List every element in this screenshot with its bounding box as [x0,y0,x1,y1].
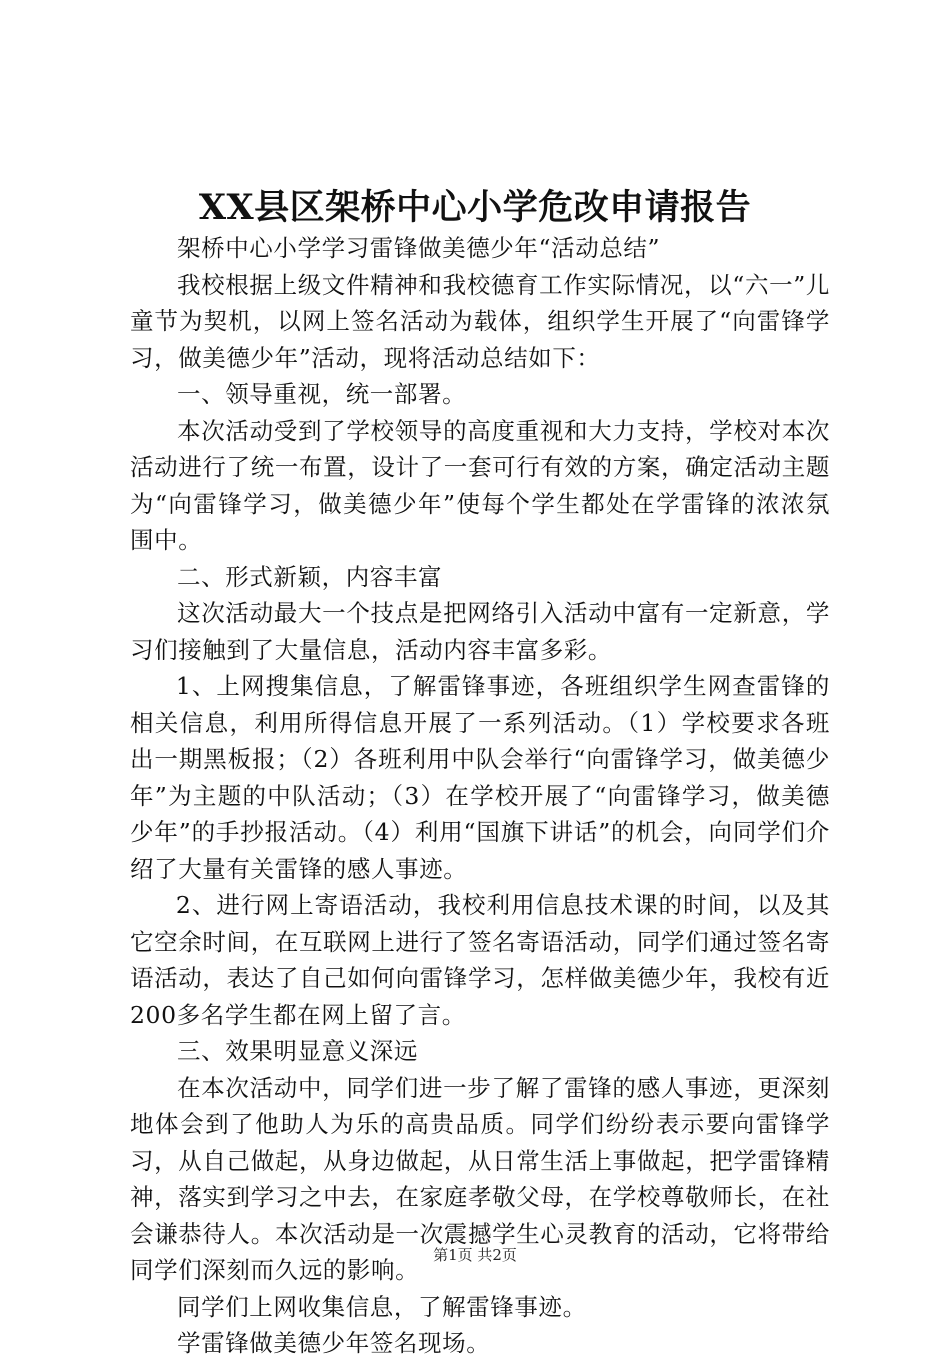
section-heading-1: 一、领导重视，统一部署。 [177,380,467,408]
paragraph-section-2: 这次活动最大一个技点是把网络引入活动中富有一定新意，学习们接触到了大量信息，活动内容丰富多彩。 [130,599,830,664]
section-heading-2: 二、形式新颖，内容丰富 [177,562,443,591]
section-heading-3: 三、效果明显意义深远 [177,1037,418,1065]
document-body [130,230,830,1362]
paragraph-item-2: 2、进行网上寄语活动，我校利用信息技术课的时间，以及其它空余时间，在互联网上进行了签名寄语活动，同学们通过签名寄语活动，表达了自己如何向雷锋学习，怎样做美德少年，我校有近200多名学生都在网上留了言。 [130,891,830,1029]
paragraph-intro: 我校根据上级文件精神和我校德育工作实际情况，以“六一”儿童节为契机，以网上签名活动为载体，组织学生开展了“向雷锋学习，做美德少年”活动，现将活动总结如下： [130,270,830,372]
paragraph-section-1: 本次活动受到了学校领导的高度重视和大力支持，学校对本次活动进行了统一布置，设计了一套可行有效的方案，确定活动主题为“向雷锋学习，做美德少年”使每个学生都处在学雷锋的浓浓氛围中。 [130,416,830,554]
paragraph-section-3: 在本次活动中，同学们进一步了解了雷锋的感人事迹，更深刻地体会到了他助人为乐的高贵品质。同学们纷纷表示要向雷锋学习，从自己做起，从身边做起，从日常生活上事做起，把学雷锋精神，落实到学习之中去，在家庭孝敬父母，在学校尊敬师长，在社会谦恭待人。本次活动是一次震撼学生心灵教育的活动，它将带给同学们深刻而久远的影响。 [130,1073,830,1284]
paragraph-caption-1: 同学们上网收集信息，了解雷锋事迹。 [177,1292,587,1321]
page-number: 第1页 共2页 [433,1246,517,1264]
paragraph-subtitle: 架桥中心小学学习雷锋做美德少年“活动总结” [177,234,661,262]
paragraph-item-1: 1、上网搜集信息，了解雷锋事迹，各班组织学生网查雷锋的相关信息，利用所得信息开展了一系列活动。（1）学校要求各班出一期黑板报；（2）各班利用中队会举行“向雷锋学习，做美德少年”为主题的中队活动；（3）在学校开展了“向雷锋学习，做美德少年”的手抄报活动。（4）利用“国旗下讲话”的机会，向同学们介绍了大量有关雷锋的感人事迹。 [130,672,830,883]
paragraph-caption-2: 学雷锋做美德少年签名现场。 [177,1329,491,1357]
document-title: XX县区架桥中心小学危改申请报告 [198,187,752,228]
